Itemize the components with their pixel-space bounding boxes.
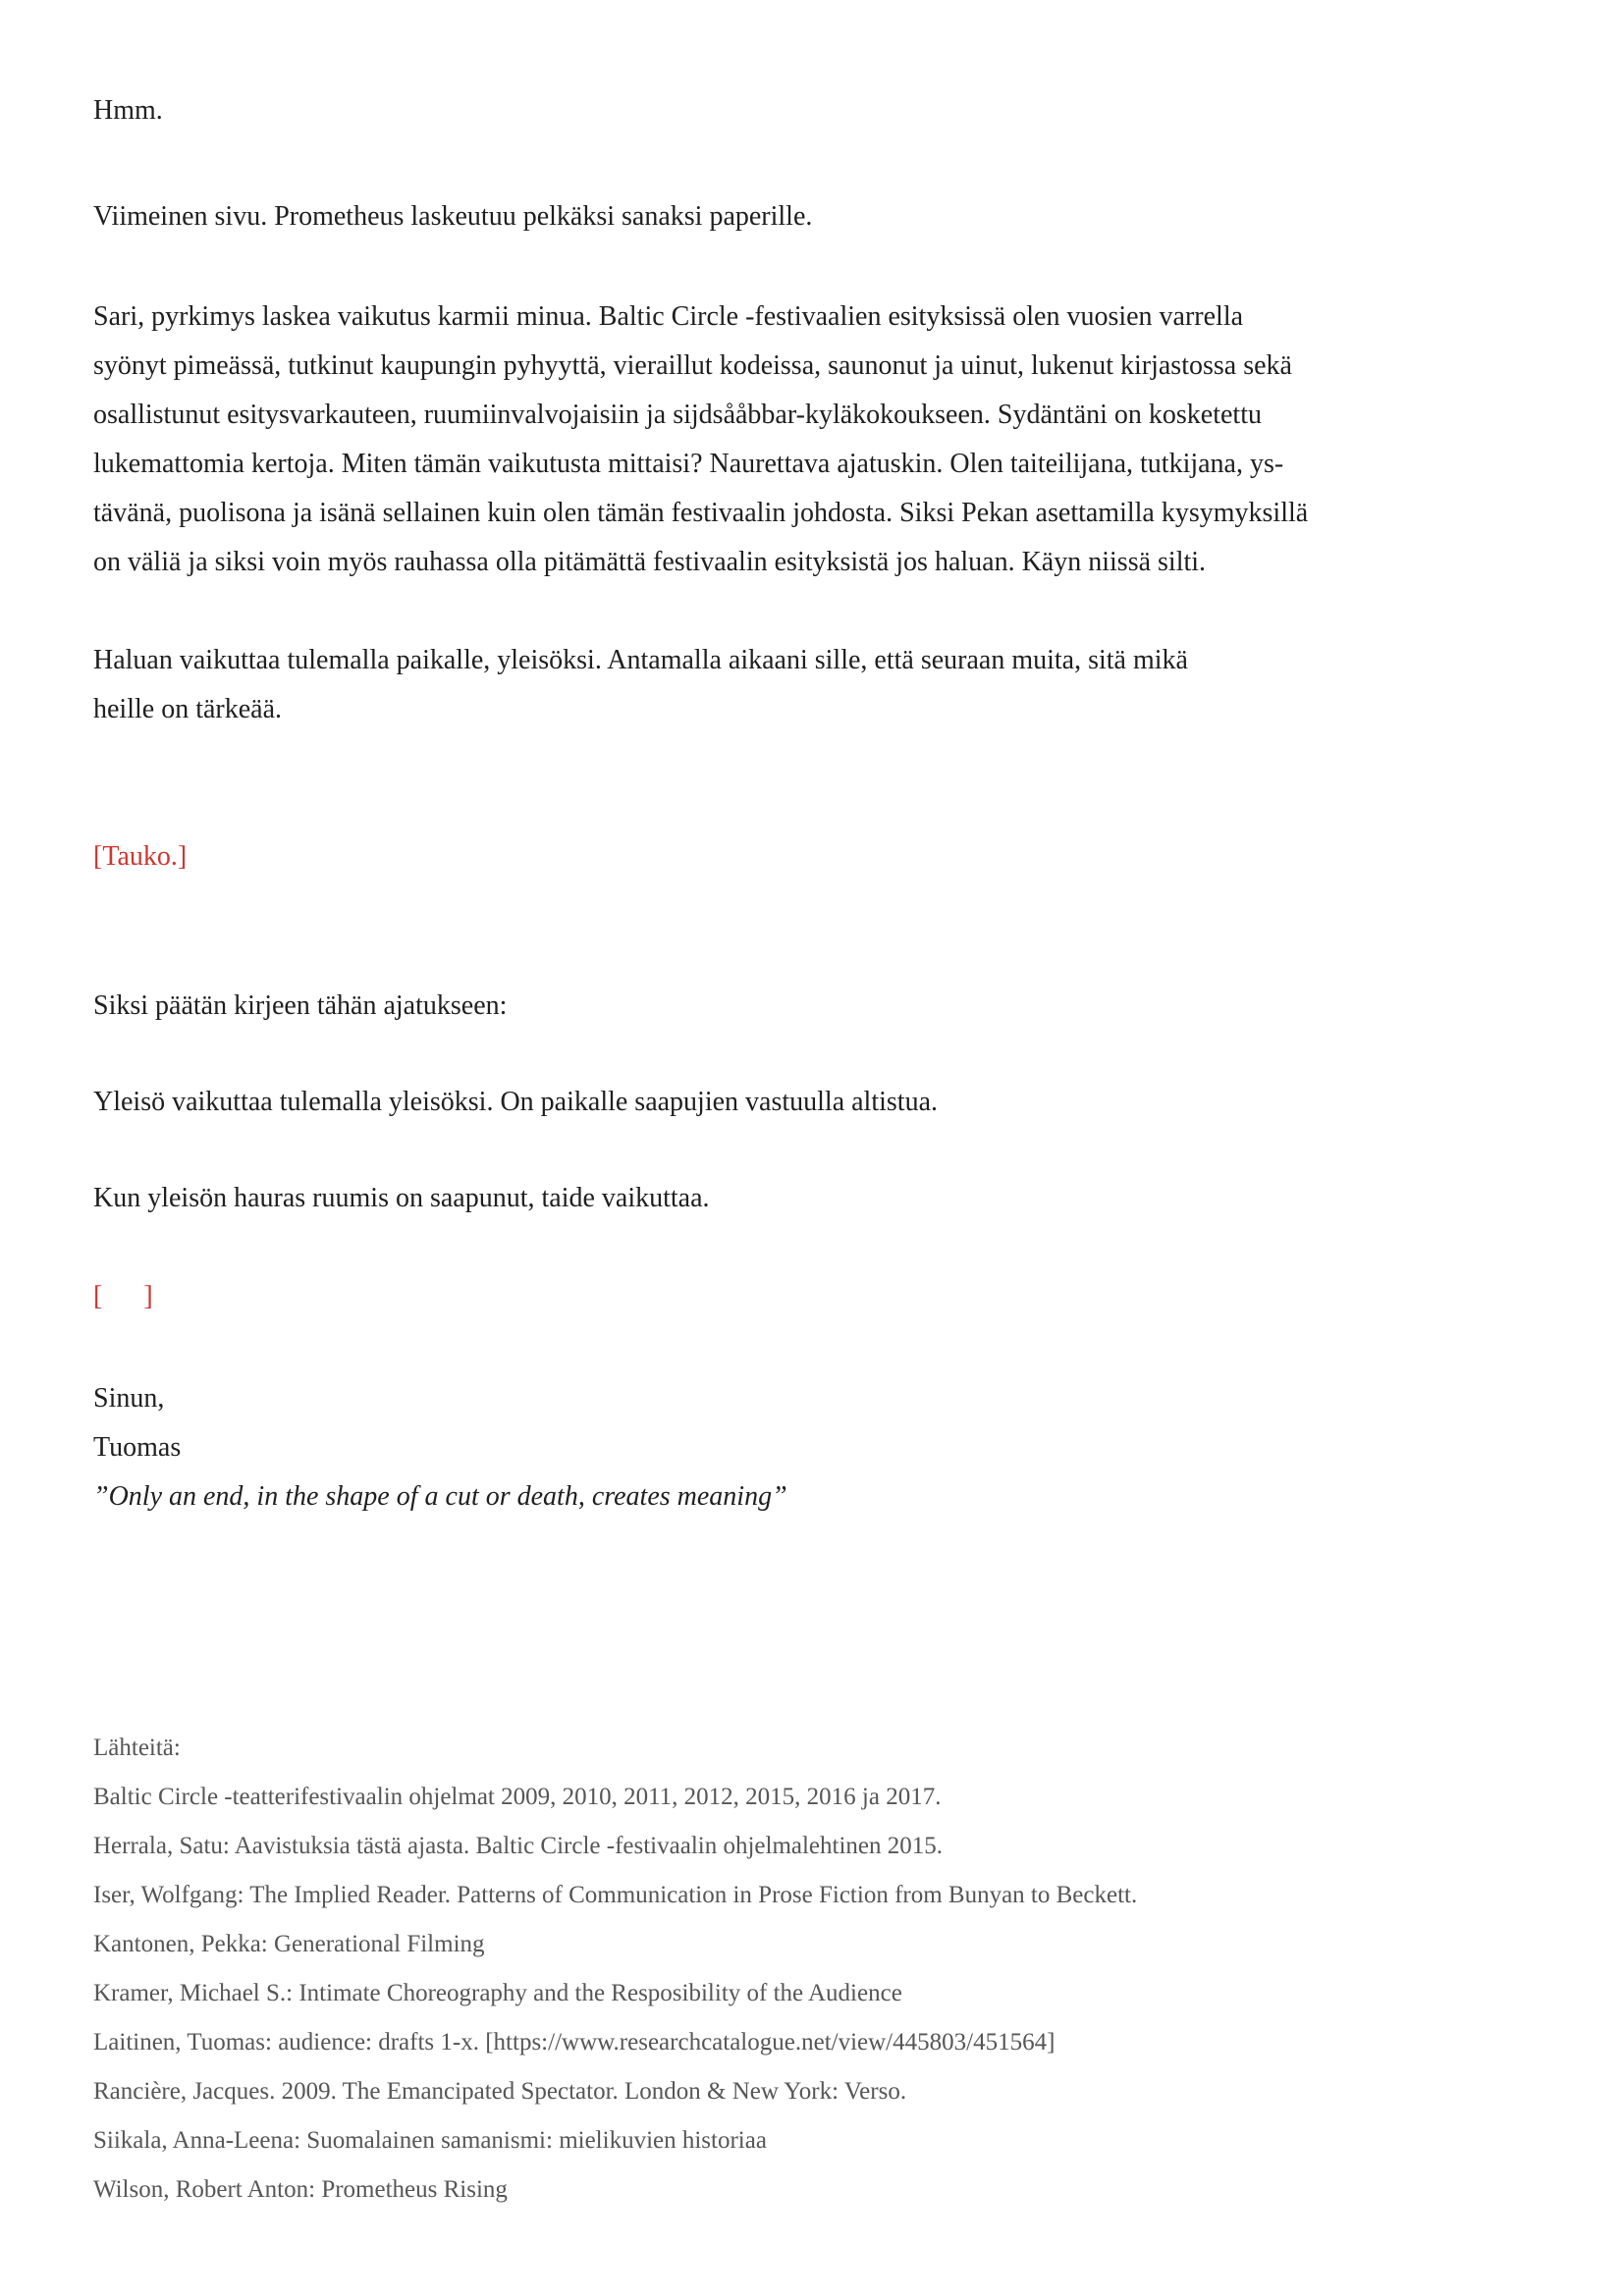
source-entry: Kantonen, Pekka: Generational Filming bbox=[93, 1931, 485, 1957]
signature-name: Tuomas bbox=[93, 1432, 182, 1463]
closing-intro-line: Siksi päätän kirjeen tähän ajatukseen: bbox=[93, 990, 508, 1021]
signature-block bbox=[93, 1374, 1537, 1522]
pause-marker: [Tauko.] bbox=[93, 841, 188, 872]
paragraph-sari-line: syönyt pimeässä, tutkinut kaupungin pyhyyttä, vieraillut kodeissa, saunonut ja uinut, lukenut kirjastossa sekä bbox=[93, 350, 1292, 381]
signature-salutation: Sinun, bbox=[93, 1383, 165, 1414]
paragraph-haluan-line: heille on tärkeää. bbox=[93, 694, 283, 724]
sources-heading: Lähteitä: bbox=[93, 1735, 181, 1761]
paragraph-sari-line: lukemattomia kertoja. Miten tämän vaikutusta mittaisi? Naurettava ajatuskin. Olen taiteilijana, tutkijana, ys- bbox=[93, 449, 1284, 479]
source-entry: Herrala, Satu: Aavistuksia tästä ajasta. Baltic Circle -festivaalin ohjelmalehtinen 2015. bbox=[93, 1833, 944, 1859]
paragraph-sari-line: tävänä, puolisona ja isänä sellainen kuin olen tämän festivaalin johdosta. Siksi Pekan asettamilla kysymyksillä bbox=[93, 498, 1309, 528]
paragraph-sari bbox=[93, 293, 1537, 587]
letter-line-hmm: Hmm. bbox=[93, 95, 163, 126]
statement-audience-arrives: Yleisö vaikuttaa tulemalla yleisöksi. On paikalle saapujien vastuulla altistua. bbox=[93, 1087, 939, 1117]
sources-section bbox=[93, 1724, 1537, 2215]
source-entry: Kramer, Michael S.: Intimate Choreography and the Resposibility of the Audience bbox=[93, 1980, 902, 2006]
source-entry: Wilson, Robert Anton: Prometheus Rising bbox=[93, 2176, 508, 2203]
signature-quote: ”Only an end, in the shape of a cut or death, creates meaning” bbox=[93, 1481, 787, 1512]
source-entry: Baltic Circle -teatterifestivaalin ohjelmat 2009, 2010, 2011, 2012, 2015, 2016 ja 2017. bbox=[93, 1784, 942, 1810]
paragraph-haluan bbox=[93, 636, 1537, 734]
source-entry: Laitinen, Tuomas: audience: drafts 1-x. [https://www.researchcatalogue.net/view/445803/451564] bbox=[93, 2029, 1056, 2056]
paragraph-sari-line: Sari, pyrkimys laskea vaikutus karmii minua. Baltic Circle -festivaalien esityksissä olen vuosien varrella bbox=[93, 301, 1244, 332]
paragraph-haluan-line: Haluan vaikuttaa tulemalla paikalle, yleisöksi. Antamalla aikaani sille, että seuraan muita, sitä mikä bbox=[93, 645, 1188, 675]
paragraph-sari-line: on väliä ja siksi voin myös rauhassa olla pitämättä festivaalin esityksistä jos haluan. Käyn niissä silti. bbox=[93, 547, 1207, 577]
paragraph-sari-line: osallistunut esitysvarkauteen, ruumiinvalvojaisiin ja sijdsååbbar-kyläkokoukseen. Sydäntäni on kosketettu bbox=[93, 400, 1262, 430]
source-entry: Iser, Wolfgang: The Implied Reader. Patterns of Communication in Prose Fiction from Bunyan to Beckett. bbox=[93, 1882, 1138, 1908]
letter-line-last-page: Viimeinen sivu. Prometheus laskeutuu pelkäksi sanaksi paperille. bbox=[93, 201, 813, 232]
source-entry: Rancière, Jacques. 2009. The Emancipated Spectator. London & New York: Verso. bbox=[93, 2078, 907, 2105]
empty-brackets-marker: [ ] bbox=[93, 1281, 153, 1311]
source-entry: Siikala, Anna-Leena: Suomalainen samanismi: mielikuvien historiaa bbox=[93, 2127, 767, 2154]
statement-art-affects: Kun yleisön hauras ruumis on saapunut, taide vaikuttaa. bbox=[93, 1183, 710, 1213]
